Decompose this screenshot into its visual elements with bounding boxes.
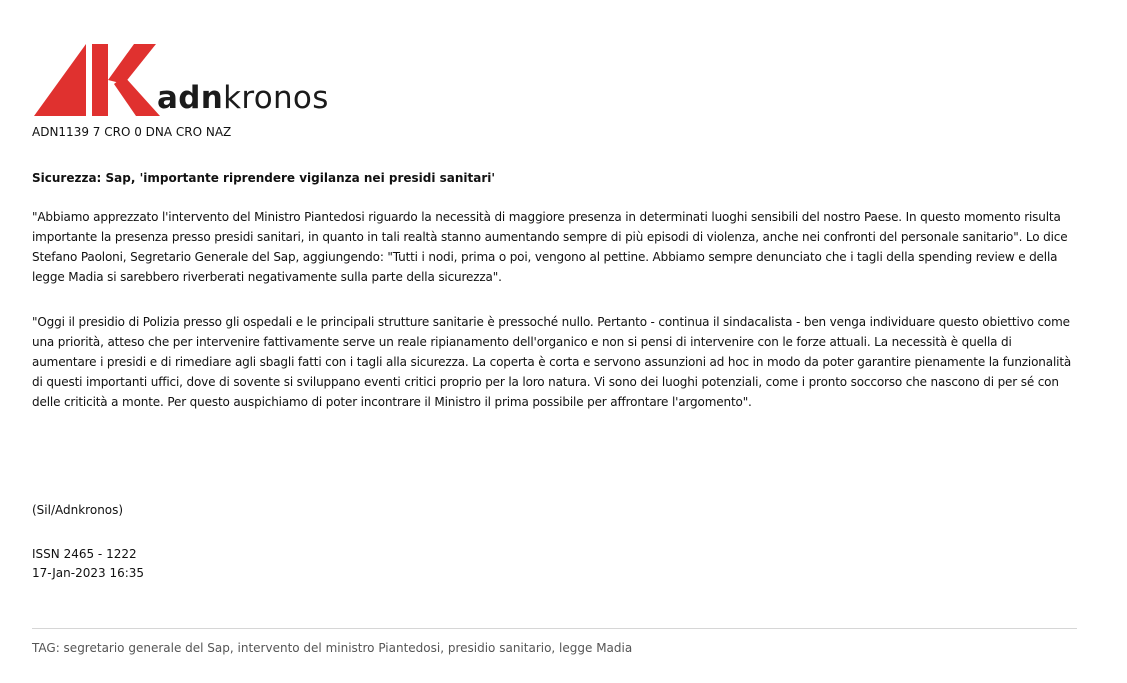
adnkronos-logo	[32, 42, 329, 118]
article-tags: TAG: segretario generale del Sap, intervento del ministro Piantedosi, presidio sanitario, legge Madia	[32, 641, 633, 655]
logo-word-regular: kronos	[223, 80, 329, 116]
article-meta	[32, 545, 144, 583]
article-signoff: (Sil/Adnkronos)	[32, 503, 124, 517]
issn-number: ISSN 2465 - 1222	[32, 547, 137, 561]
logo-wordmark	[157, 78, 329, 118]
divider	[32, 628, 1077, 629]
adnkronos-mark-icon	[32, 42, 162, 118]
agency-code: ADN1139 7 CRO 0 DNA CRO NAZ	[32, 125, 232, 139]
article-headline: Sicurezza: Sap, 'importante riprendere vigilanza nei presidi sanitari'	[32, 171, 496, 185]
article-paragraph-1: "Abbiamo apprezzato l'intervento del Ministro Piantedosi riguardo la necessità di maggiore presenza in determinati luoghi sensibili del nostro Paese. In questo momento risulta importante la presenza presso presidi sanitari, in quanto in tali realtà stanno aumentando sempre di più episodi di violenza, anche nei confronti del personale sanitario". Lo dice Stefano Paoloni, Segretario Generale del Sap, aggiungendo: "Tutti i nodi, prima o poi, vengono al pettine. Abbiamo sempre denunciato che i tagli della spending review e della legge Madia si sarebbero riverberati negativamente sulla parte della sicurezza".	[32, 210, 1068, 284]
publish-datetime: 17-Jan-2023 16:35	[32, 566, 145, 580]
logo-word-bold: adn	[157, 80, 224, 116]
article-paragraph-2: "Oggi il presidio di Polizia presso gli ospedali e le principali strutture sanitarie è pressoché nullo. Pertanto - continua il sindacalista - ben venga individuare questo obiettivo come una priorità, atteso che per intervenire fattivamente serve un reale ripianamento dell'organico e non si pensi di intervenire con le forze attuali. La necessità è quella di aumentare i presidi e di rimediare agli sbagli fatti con i tagli alla sicurezza. La coperta è corta e servono assunzioni ad hoc in modo da poter garantire pienamente la funzionalità di questi importanti uffici, dove di sovente si sviluppano eventi critici proprio per la loro natura. Vi sono dei luoghi potenziali, come i pronto soccorso che nascono di per sé con delle criticità a monte. Per questo auspichiamo di poter incontrare il Ministro il prima possibile per affrontare l'argomento".	[32, 315, 1072, 409]
